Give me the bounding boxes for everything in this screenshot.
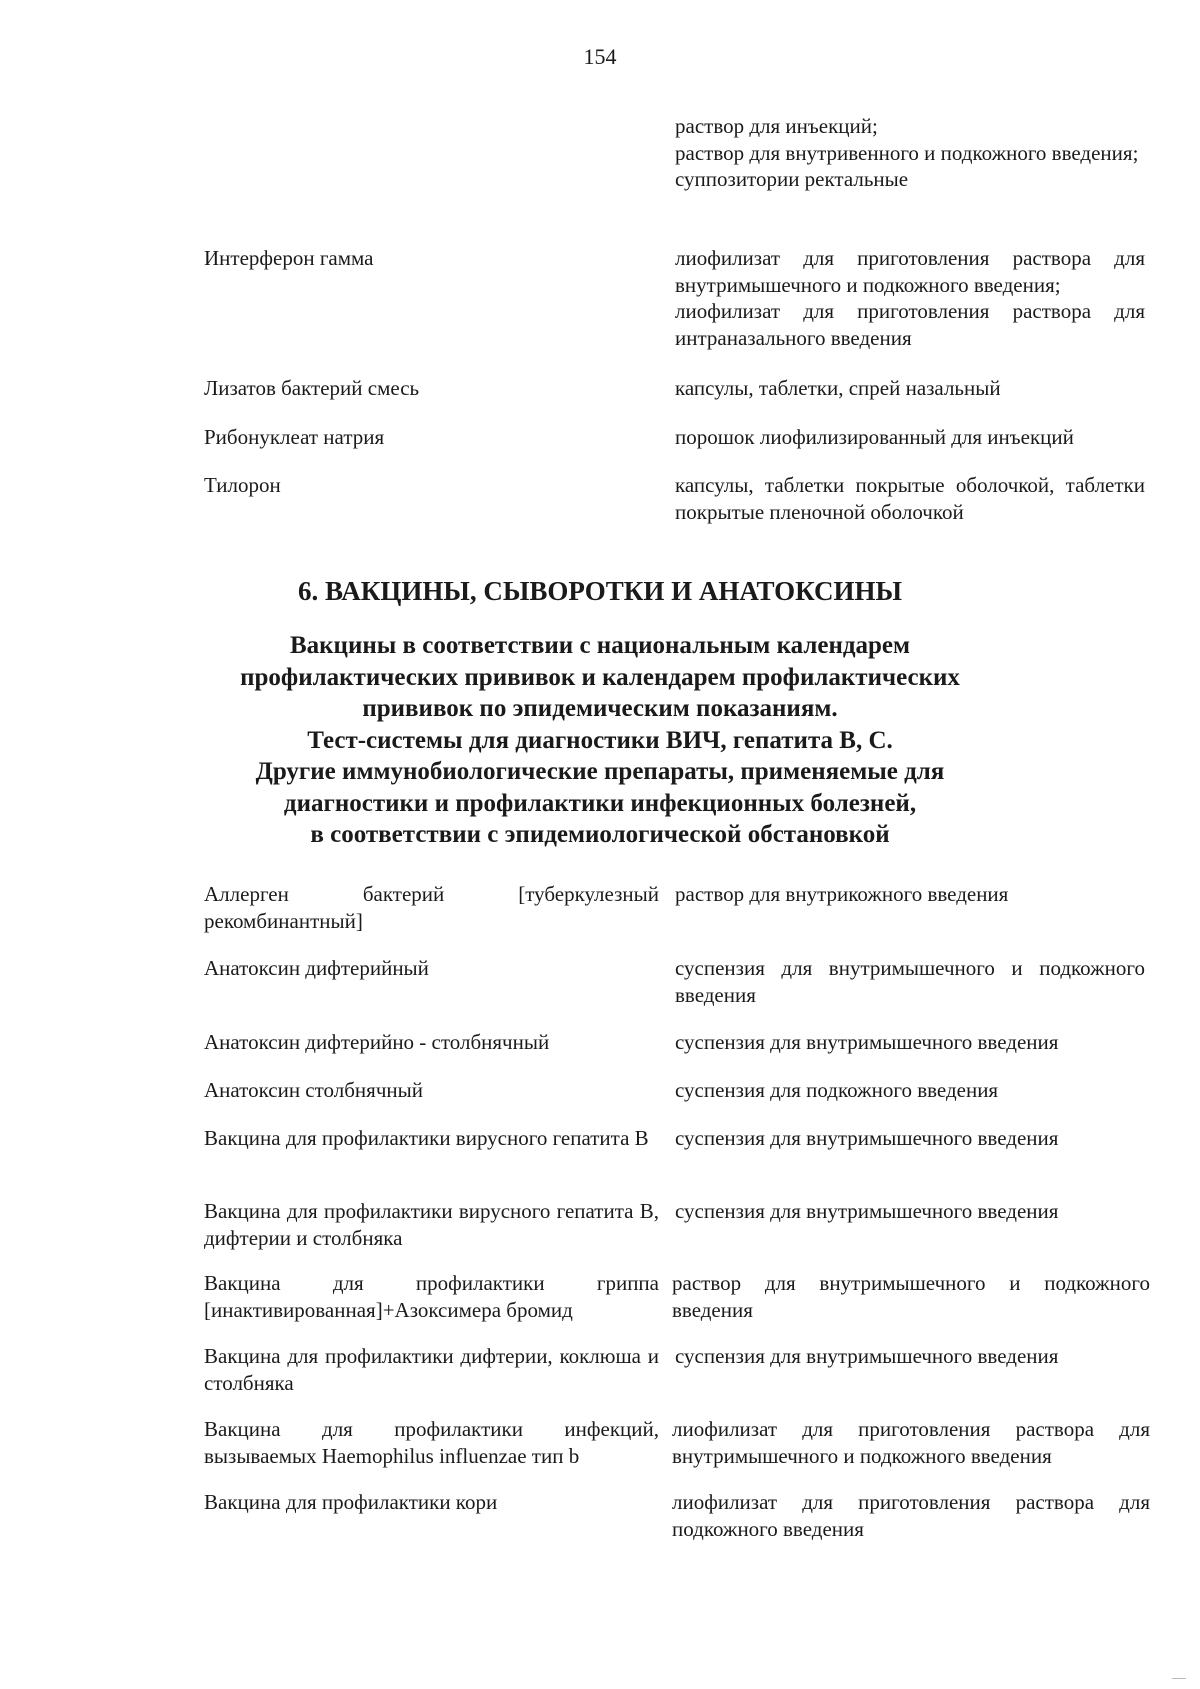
dosage-form: капсулы, таблетки покрытые оболочкой, таблетки покрытые пленочной оболочкой [675, 473, 1145, 524]
vaccine-form: суспензия для внутримышечного введения [675, 1199, 1059, 1223]
vaccine-name: Анатоксин дифтерийный [204, 956, 429, 980]
vaccine-name: Анатоксин дифтерийно - столбнячный [204, 1030, 550, 1054]
subtitle-line: Вакцины в соответствии с национальным календарем [289, 632, 911, 659]
dosage-forms [675, 245, 1145, 351]
vaccine-name: Вакцина для профилактики вирусного гепатита В, дифтерии и столбняка [204, 1199, 659, 1250]
section-subtitle [230, 630, 970, 851]
vaccine-form: суспензия для внутримышечного введения [675, 1126, 1059, 1150]
vaccine-form: суспензия для внутримышечного введения [675, 1344, 1059, 1368]
vaccine-name: Анатоксин столбнячный [204, 1078, 423, 1102]
drug-name: Рибонуклеат натрия [204, 425, 385, 449]
subtitle-line: Другие иммунобиологические препараты, применяемые для [255, 758, 945, 785]
dosage-forms [675, 113, 1145, 193]
vaccine-name: Вакцина для профилактики вирусного гепатита В [204, 1126, 649, 1150]
vaccine-name: Вакцина для профилактики гриппа [инактивированная]+Азоксимера бромид [204, 1271, 659, 1322]
dosage-form: раствор для инъекций; [675, 114, 878, 138]
vaccine-name: Вакцина для профилактики дифтерии, коклюша и столбняка [204, 1344, 659, 1395]
scan-mark [1172, 1678, 1186, 1679]
vaccine-form: лиофилизат для приготовления раствора для подкожного введения [672, 1490, 1150, 1541]
drug-name: Тилорон [204, 473, 281, 497]
vaccine-form: суспензия для подкожного введения [675, 1078, 999, 1102]
dosage-forms [675, 472, 1145, 525]
dosage-form: лиофилизат для приготовления раствора для интраназального введения [675, 299, 1145, 350]
dosage-form: капсулы, таблетки, спрей назальный [675, 376, 1001, 400]
subtitle-line: диагностики и профилактики инфекционных болезней, [283, 789, 917, 817]
vaccine-name: Вакцина для профилактики кори [204, 1490, 498, 1514]
vaccine-form: лиофилизат для приготовления раствора для внутримышечного и подкожного введения [672, 1417, 1150, 1468]
subtitle-line: в соответствии с эпидемиологической обстановкой [310, 821, 890, 848]
page-number: 154 [583, 44, 617, 69]
subtitle-line: прививок по эпидемическим показаниям. [362, 695, 838, 722]
vaccine-form: суспензия для внутримышечного и подкожного введения [675, 956, 1145, 1007]
vaccine-form: раствор для внутрикожного введения [675, 882, 1009, 906]
vaccine-name: Аллерген бактерий [туберкулезный рекомбинантный] [204, 882, 659, 933]
drug-name: Интерферон гамма [204, 246, 374, 270]
section-title: 6. ВАКЦИНЫ, СЫВОРОТКИ И АНАТОКСИНЫ [297, 576, 903, 606]
vaccine-name: Вакцина для профилактики инфекций, вызываемых Haemophilus influenzae тип b [204, 1417, 659, 1468]
dosage-forms [675, 424, 1145, 451]
dosage-form: раствор для внутривенного и подкожного введения; [675, 140, 1139, 165]
dosage-forms [675, 375, 1145, 402]
subtitle-line: Тест-системы для диагностики ВИЧ, гепатита В, С. [307, 726, 893, 754]
dosage-form: суппозитории ректальные [675, 167, 909, 191]
vaccine-form: суспензия для внутримышечного введения [675, 1030, 1059, 1054]
subtitle-line: профилактических прививок и календарем профилактических [240, 663, 960, 691]
vaccine-form: раствор для внутримышечного и подкожного введения [672, 1271, 1150, 1322]
dosage-form: порошок лиофилизированный для инъекций [675, 425, 1074, 449]
drug-name: Лизатов бактерий смесь [204, 376, 420, 400]
dosage-form: лиофилизат для приготовления раствора для внутримышечного и подкожного введения; [675, 246, 1145, 297]
